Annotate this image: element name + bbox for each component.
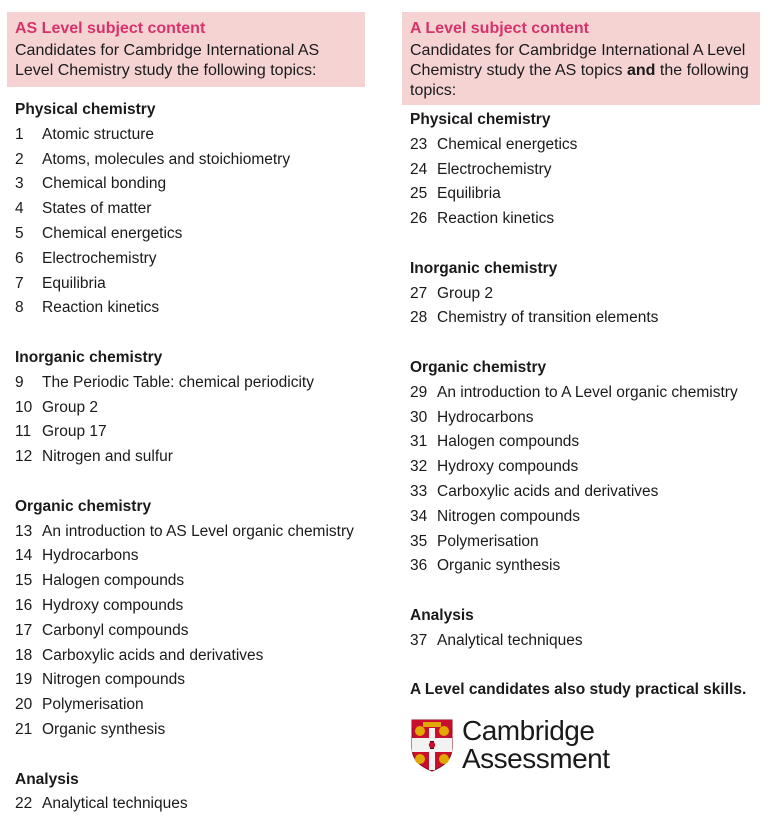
topic-number: 23	[410, 135, 428, 153]
topic-item	[7, 792, 365, 817]
topic-item	[402, 430, 760, 455]
topic-number: 5	[15, 224, 24, 242]
cambridge-shield-icon	[410, 718, 454, 772]
topic-label: Atoms, molecules and stoichiometry	[42, 150, 291, 168]
topic-label: Nitrogen compounds	[42, 671, 186, 689]
topic-item	[402, 306, 760, 331]
topic-label: Atomic structure	[42, 125, 154, 143]
topic-item	[7, 594, 365, 619]
topic-item	[402, 406, 760, 431]
topic-label: Hydroxy compounds	[437, 458, 579, 476]
logo-line-2: Assessment	[462, 743, 610, 775]
topic-label: Group 2	[42, 398, 99, 416]
topic-label: Nitrogen and sulfur	[42, 448, 173, 466]
topic-number: 17	[15, 621, 33, 639]
topic-item	[7, 148, 365, 173]
topic-number: 32	[410, 458, 428, 476]
topic-label: Carboxylic acids and derivatives	[437, 482, 659, 500]
topic-section	[7, 768, 365, 818]
topic-label: Analytical techniques	[437, 631, 583, 649]
topic-item	[402, 133, 760, 158]
section-spacer	[402, 579, 760, 604]
topic-label: Chemical energetics	[437, 135, 578, 153]
topic-label: Organic synthesis	[437, 557, 561, 575]
topic-item	[402, 182, 760, 207]
a-level-topic-list	[402, 108, 760, 678]
topic-label: Halogen compounds	[437, 433, 580, 451]
topic-number: 12	[15, 448, 33, 466]
topic-item	[402, 158, 760, 183]
topic-label: Carbonyl compounds	[42, 621, 189, 639]
topic-number: 27	[410, 284, 428, 302]
topic-item	[7, 296, 365, 321]
topic-number: 3	[15, 175, 24, 193]
topic-label: Equilibria	[42, 274, 106, 292]
topic-label: Group 2	[437, 284, 494, 302]
section-spacer	[7, 743, 365, 768]
topic-section	[402, 257, 760, 331]
cambridge-assessment-logo	[402, 717, 760, 773]
topic-number: 1	[15, 125, 24, 143]
topic-number: 33	[410, 482, 428, 500]
topic-number: 30	[410, 408, 428, 426]
section-heading: Inorganic chemistry	[410, 259, 558, 277]
as-level-title: AS Level subject content	[15, 20, 206, 37]
topic-item	[7, 272, 365, 297]
as-level-banner	[7, 12, 365, 87]
topic-label: Electrochemistry	[42, 249, 157, 267]
topic-number: 16	[15, 596, 33, 614]
topic-section	[402, 356, 760, 579]
topic-item	[7, 420, 365, 445]
topic-number: 6	[15, 249, 24, 267]
section-spacer	[7, 321, 365, 346]
as-level-column	[7, 12, 365, 817]
topic-number: 14	[15, 547, 33, 565]
topic-number: 7	[15, 274, 24, 292]
topic-label: Chemical energetics	[42, 224, 183, 242]
as-level-topic-list	[7, 98, 365, 817]
topic-item	[7, 644, 365, 669]
a-level-intro-emphasis: and	[626, 62, 656, 79]
topic-label: Reaction kinetics	[42, 299, 160, 317]
topic-number: 28	[410, 309, 428, 327]
topic-number: 2	[15, 150, 24, 168]
topic-label: Organic synthesis	[42, 720, 166, 738]
topic-number: 31	[410, 433, 428, 451]
section-heading: Analysis	[410, 606, 474, 624]
topic-label: Halogen compounds	[42, 572, 185, 590]
topic-item	[7, 544, 365, 569]
topic-label: An introduction to A Level organic chemistry	[437, 383, 738, 401]
topic-item	[402, 530, 760, 555]
topic-label: Chemistry of transition elements	[437, 309, 659, 327]
topic-label: Electrochemistry	[437, 160, 552, 178]
topic-label: Nitrogen compounds	[437, 507, 581, 525]
topic-item	[402, 629, 760, 654]
topic-item	[402, 282, 760, 307]
topic-number: 25	[410, 185, 428, 203]
topic-label: States of matter	[42, 200, 152, 218]
topic-section	[402, 108, 760, 232]
practical-skills-note: A Level candidates also study practical skills.	[410, 681, 747, 699]
a-level-intro	[410, 41, 752, 101]
topic-item	[7, 619, 365, 644]
topic-item	[7, 693, 365, 718]
topic-number: 29	[410, 383, 428, 401]
topic-label: Polymerisation	[42, 696, 144, 714]
section-heading: Analysis	[15, 770, 79, 788]
topic-number: 9	[15, 373, 24, 391]
topic-label: Polymerisation	[437, 532, 539, 550]
section-spacer	[7, 470, 365, 495]
topic-item	[7, 247, 365, 272]
topic-label: An introduction to AS Level organic chemistry	[42, 522, 354, 540]
logo-line-1: Cambridge	[462, 715, 595, 747]
topic-item	[7, 718, 365, 743]
topic-label: The Periodic Table: chemical periodicity	[42, 373, 314, 391]
topic-item	[7, 569, 365, 594]
topic-number: 35	[410, 532, 428, 550]
topic-item	[402, 480, 760, 505]
topic-label: Reaction kinetics	[437, 210, 555, 228]
topic-number: 11	[15, 423, 32, 441]
topic-item	[402, 207, 760, 232]
section-heading: Inorganic chemistry	[15, 348, 163, 366]
section-heading: Organic chemistry	[410, 358, 547, 376]
topic-number: 22	[15, 795, 33, 813]
topic-number: 13	[15, 522, 33, 540]
topic-number: 21	[15, 720, 33, 738]
topic-number: 36	[410, 557, 428, 575]
topic-number: 4	[15, 200, 24, 218]
section-spacer	[402, 654, 760, 679]
topic-number: 34	[410, 507, 428, 525]
topic-label: Hydrocarbons	[437, 408, 534, 426]
topic-number: 26	[410, 210, 428, 228]
topic-item	[7, 396, 365, 421]
topic-number: 37	[410, 631, 428, 649]
as-level-intro: Candidates for Cambridge International AS Level Chemistry study the following topics:	[15, 42, 320, 79]
topic-label: Group 17	[42, 423, 107, 441]
section-heading: Organic chemistry	[15, 497, 152, 515]
topic-label: Hydrocarbons	[42, 547, 139, 565]
topic-section	[402, 604, 760, 654]
topic-number: 18	[15, 646, 33, 664]
topic-item	[7, 222, 365, 247]
topic-number: 8	[15, 299, 24, 317]
a-level-title: A Level subject content	[410, 20, 589, 37]
topic-label: Analytical techniques	[42, 795, 188, 813]
a-level-intro-end: the following topics:	[410, 62, 749, 99]
topic-number: 10	[15, 398, 33, 416]
topic-item	[7, 445, 365, 470]
topic-item	[7, 371, 365, 396]
topic-item	[7, 668, 365, 693]
section-spacer	[402, 331, 760, 356]
topic-number: 19	[15, 671, 33, 689]
topic-item	[402, 505, 760, 530]
section-heading: Physical chemistry	[410, 111, 551, 128]
topic-section	[7, 346, 365, 470]
topic-number: 15	[15, 572, 33, 590]
a-level-banner	[402, 12, 760, 105]
topic-label: Hydroxy compounds	[42, 596, 184, 614]
a-level-intro-start: Candidates for Cambridge International A Level Chemistry study the AS topics	[410, 42, 746, 79]
topic-label: Chemical bonding	[42, 175, 167, 193]
topic-number: 24	[410, 160, 428, 178]
topic-number: 20	[15, 696, 33, 714]
topic-item	[402, 455, 760, 480]
section-spacer	[402, 232, 760, 257]
topic-item	[402, 381, 760, 406]
topic-item	[7, 123, 365, 148]
topic-section	[7, 495, 365, 743]
topic-item	[7, 520, 365, 545]
topic-section	[7, 98, 365, 321]
logo-wordmark	[454, 717, 610, 773]
section-heading: Physical chemistry	[15, 101, 156, 118]
topic-label: Equilibria	[437, 185, 501, 203]
topic-item	[7, 172, 365, 197]
topic-label: Carboxylic acids and derivatives	[42, 646, 264, 664]
topic-item	[7, 197, 365, 222]
a-level-column	[402, 12, 760, 773]
topic-item	[402, 554, 760, 579]
